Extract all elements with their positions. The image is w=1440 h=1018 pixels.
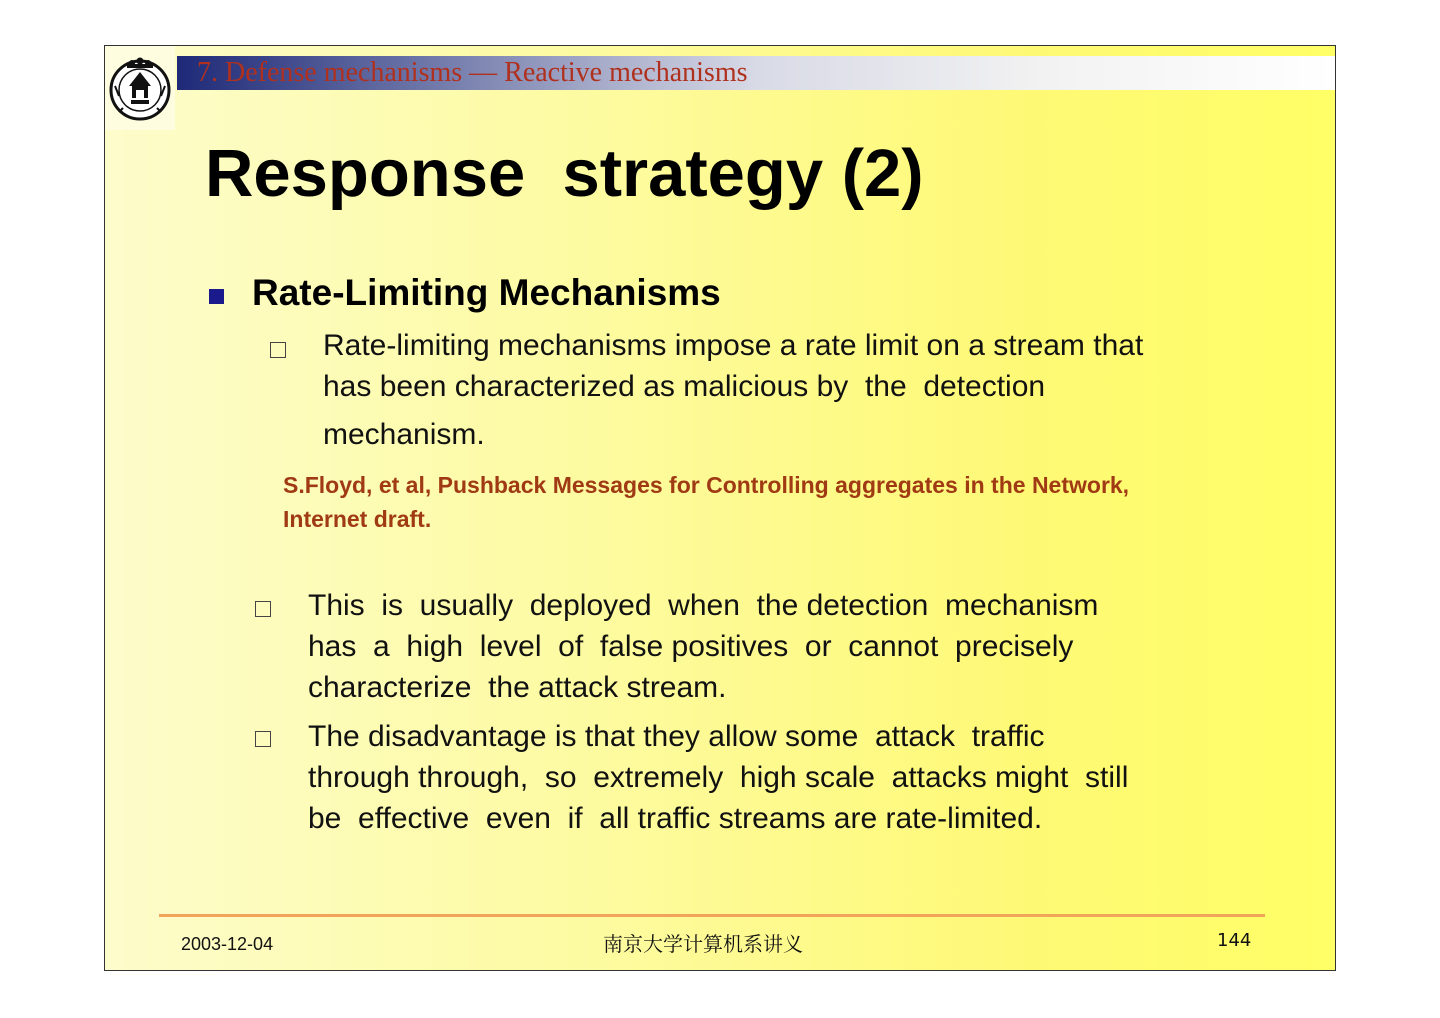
footer-date: 2003-12-04 xyxy=(181,934,274,954)
sub-item-1-line-2: has been characterized as malicious by the detection xyxy=(323,370,1046,403)
university-seal-icon xyxy=(105,46,175,130)
section-title: 7. Defense mechanisms — Reactive mechanisms xyxy=(197,57,748,88)
sub-item-3-line-2: through through, so extremely high scale attacks might still xyxy=(308,761,1129,794)
hollow-square-bullet-icon xyxy=(255,601,271,617)
hollow-square-bullet-icon xyxy=(255,731,271,747)
reference-line-1: S.Floyd, et al, Pushback Messages for Controlling aggregates in the Network, xyxy=(283,472,1130,498)
reference-citation xyxy=(283,468,1323,536)
sub-item-3-line-1: The disadvantage is that they allow some attack traffic xyxy=(308,720,1045,753)
university-logo xyxy=(105,46,175,130)
footer-course-title: 南京大学计算机系讲义 xyxy=(603,932,803,956)
sub-item-2-line-1: This is usually deployed when the detection mechanism xyxy=(308,589,1099,622)
hollow-square-bullet-icon xyxy=(270,342,286,358)
page-number: 144 xyxy=(1217,930,1252,951)
slide-title: Response strategy (2) xyxy=(205,136,924,211)
sub-item-3-line-3: be effective even if all traffic streams are rate-limited. xyxy=(308,802,1043,835)
sub-item-2-line-2: has a high level of false positives or cannot precisely xyxy=(308,630,1074,663)
bullet-heading: Rate-Limiting Mechanisms xyxy=(252,272,721,313)
footer-divider xyxy=(159,914,1265,917)
square-bullet-icon xyxy=(209,289,224,304)
slide xyxy=(104,45,1336,971)
sub-item-2-line-3: characterize the attack stream. xyxy=(308,671,727,704)
reference-line-2: Internet draft. xyxy=(283,506,432,532)
sub-item-1-line-3: mechanism. xyxy=(323,418,485,451)
sub-item-1-line-1: Rate-limiting mechanisms impose a rate limit on a stream that xyxy=(323,329,1144,362)
